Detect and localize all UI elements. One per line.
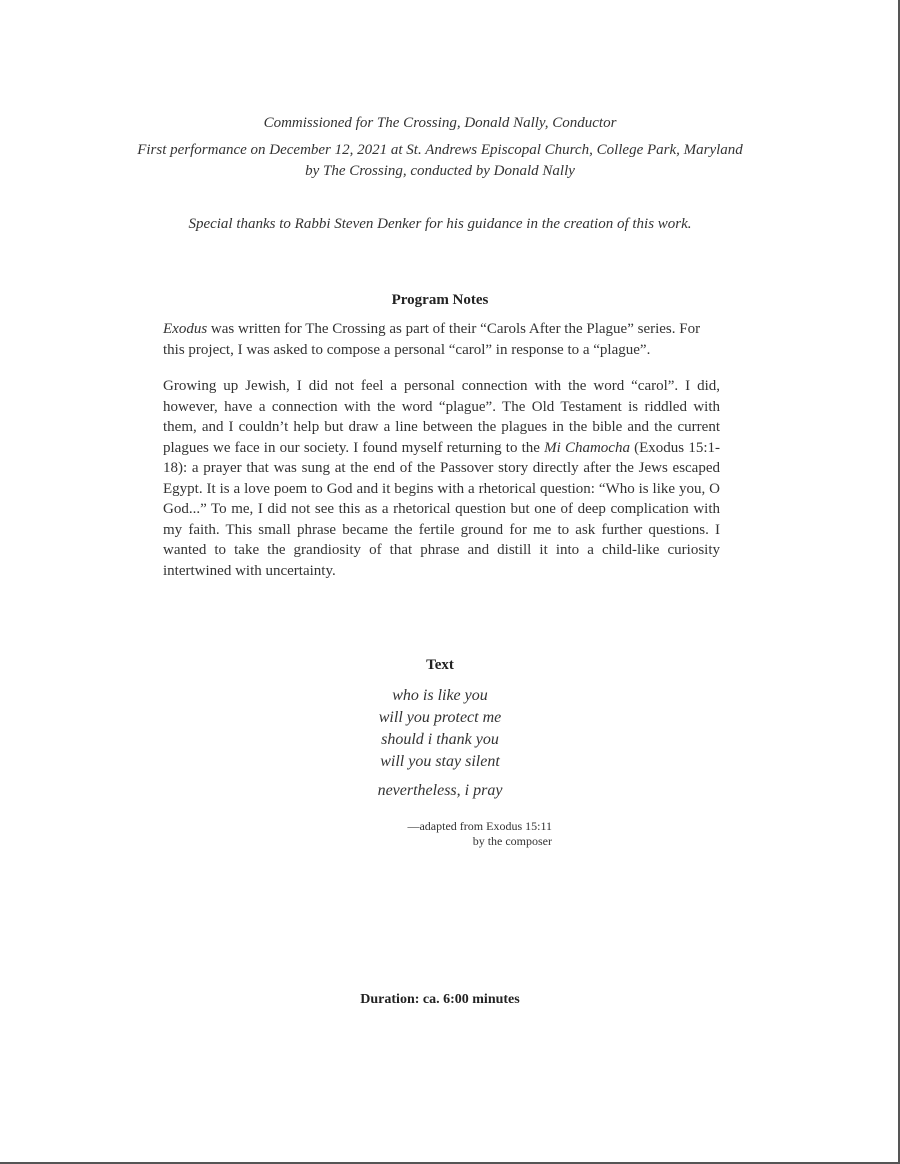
attribution-author: by the composer xyxy=(472,834,552,848)
poem-line: who is like you xyxy=(392,687,488,704)
acknowledgement: Special thanks to Rabbi Steven Denker for his guidance in the creation of this work. xyxy=(188,216,692,232)
premiere-line-1: First performance on December 12, 2021 at St. Andrews Episcopal Church, College Park, Maryland xyxy=(137,142,743,158)
program-notes-paragraph-2 xyxy=(163,376,720,581)
poem-line: should i thank you xyxy=(381,731,499,748)
program-notes-heading: Program Notes xyxy=(391,292,489,308)
prayer-title: Mi Chamocha xyxy=(544,439,630,456)
work-title: Exodus xyxy=(163,321,208,337)
poem-line: will you stay silent xyxy=(380,753,500,770)
paragraph-1-text: was written for The Crossing as part of their “Carols After the Plague” series. For this project, I was asked to compose a personal “carol” in response to a “plague”. xyxy=(163,321,701,358)
paragraph-2-text-a: Growing up Jewish, I did not feel a personal connection with the word “carol”. I did, however, have a connection with the word “plague”. The Old Testament is riddled with them, and I couldn’t help but draw a line between the plagues in the bible and the current plagues we face in our society. I found myself returning to the xyxy=(163,378,720,456)
program-notes-paragraph-1 xyxy=(163,319,720,360)
text-attribution xyxy=(340,819,552,849)
poem-final-line: nevertheless, i pray xyxy=(377,782,503,799)
attribution-source: —adapted from Exodus 15:11 xyxy=(407,819,552,833)
premiere-line-2: by The Crossing, conducted by Donald Nally xyxy=(305,163,575,179)
duration-note: Duration: ca. 6:00 minutes xyxy=(360,992,520,1007)
poem-stanza xyxy=(0,685,880,773)
commission-credit: Commissioned for The Crossing, Donald Nally, Conductor xyxy=(263,115,617,131)
text-heading: Text xyxy=(426,657,454,673)
poem-line: will you protect me xyxy=(378,709,502,726)
paragraph-2-text-b: (Exodus 15:1-18): a prayer that was sung at the end of the Passover story directly after the Jews escaped Egypt. It is a love poem to God and it begins with a rhetorical question: “Who is like you, O God...” To me, I did not see this as a rhetorical question but one of deep complication with my faith. This small phrase became the fertile ground for me to ask further questions. I wanted to take the grandiosity of that phrase and distill it into a child-like curiosity intertwined with uncertainty. xyxy=(163,439,720,579)
premiere-credit xyxy=(0,140,880,182)
